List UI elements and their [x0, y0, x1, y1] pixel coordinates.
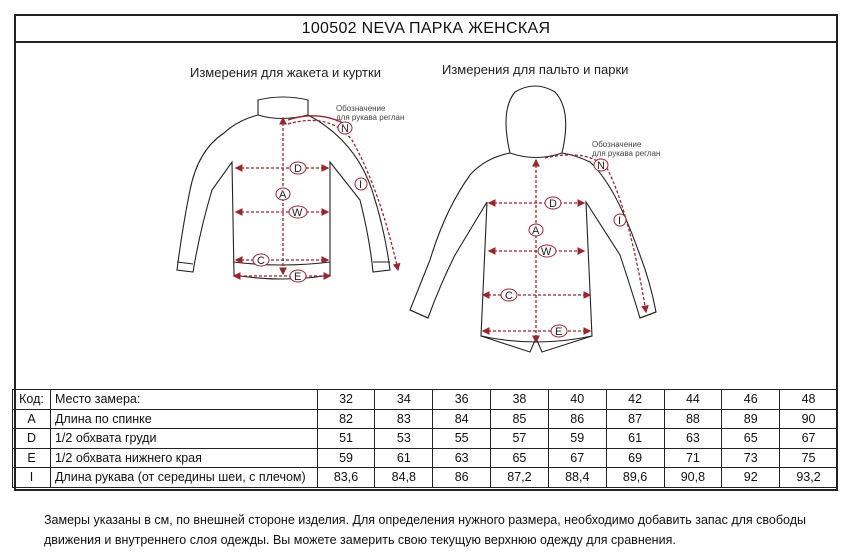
svg-text:D: D	[549, 198, 557, 210]
table-header-row	[13, 390, 838, 410]
cell: 90	[780, 409, 838, 429]
svg-text:D: D	[294, 163, 302, 175]
row-place: 1/2 обхвата нижнего края	[50, 448, 317, 468]
measurement-note: Замеры указаны в см, по внешней стороне изделия. Для определения нужного размера, необходимо добавить запас для свободы движения и внутреннего слоя одежды. Вы можете замерить свою текущую верхнюю одежду для сравнения.	[44, 513, 806, 547]
cell: 86	[548, 409, 606, 429]
cell: 53	[375, 429, 433, 449]
cell: 55	[433, 429, 491, 449]
cell: 82	[317, 409, 375, 429]
page-title: 100502 NEVA ПАРКА ЖЕНСКАЯ	[16, 16, 836, 43]
cell: 69	[606, 448, 664, 468]
cell: 85	[491, 409, 549, 429]
table-anchor	[14, 14, 838, 491]
cell: 59	[548, 429, 606, 449]
cell: 88	[664, 409, 722, 429]
cell: 83,6	[317, 468, 375, 488]
cell: 61	[375, 448, 433, 468]
size-42: 42	[606, 390, 664, 410]
cell: 83	[375, 409, 433, 429]
row-place: 1/2 обхвата груди	[50, 429, 317, 449]
parka-raglan-note-2: для рукава реглан	[592, 149, 661, 158]
row-code: A	[13, 409, 51, 429]
caption-parka: Измерения для пальто и парки	[442, 62, 629, 77]
cell: 89,6	[606, 468, 664, 488]
cell: 92	[722, 468, 780, 488]
cell: 61	[606, 429, 664, 449]
cell: 67	[548, 448, 606, 468]
row-code: D	[13, 429, 51, 449]
size-48: 48	[780, 390, 838, 410]
size-36: 36	[433, 390, 491, 410]
cell: 75	[780, 448, 838, 468]
svg-text:A: A	[532, 225, 540, 237]
row-code: E	[13, 448, 51, 468]
cell: 59	[317, 448, 375, 468]
row-place: Длина рукава (от середины шеи, с плечом)	[50, 468, 317, 488]
cell: 71	[664, 448, 722, 468]
caption-jacket: Измерения для жакета и куртки	[190, 65, 381, 80]
svg-text:I: I	[618, 215, 622, 227]
svg-text:C: C	[505, 290, 513, 302]
cell: 65	[491, 448, 549, 468]
cell: 87	[606, 409, 664, 429]
cell: 51	[317, 429, 375, 449]
svg-text:E: E	[294, 271, 302, 283]
size-40: 40	[548, 390, 606, 410]
size-32: 32	[317, 390, 375, 410]
svg-text:N: N	[341, 123, 349, 135]
cell: 86	[433, 468, 491, 488]
size-44: 44	[664, 390, 722, 410]
table-row	[13, 468, 838, 488]
cell: 87,2	[491, 468, 549, 488]
cell: 88,4	[548, 468, 606, 488]
size-34: 34	[375, 390, 433, 410]
row-place: Длина по спинке	[50, 409, 317, 429]
table-row	[13, 448, 838, 468]
table-row	[13, 429, 838, 449]
jacket-raglan-note-2: для рукава реглан	[336, 113, 405, 122]
svg-text:C: C	[257, 255, 265, 267]
parka-raglan-note-1: Обозначение	[592, 140, 642, 149]
cell: 84,8	[375, 468, 433, 488]
jacket-raglan-note-1: Обозначение	[336, 104, 386, 113]
cell: 89	[722, 409, 780, 429]
svg-text:W: W	[541, 246, 552, 258]
cell: 63	[433, 448, 491, 468]
size-46: 46	[722, 390, 780, 410]
cell: 73	[722, 448, 780, 468]
cell: 57	[491, 429, 549, 449]
cell: 84	[433, 409, 491, 429]
cell: 93,2	[780, 468, 838, 488]
svg-text:N: N	[597, 160, 605, 172]
cell: 67	[780, 429, 838, 449]
cell: 90,8	[664, 468, 722, 488]
place-header: Место замера:	[50, 390, 317, 410]
cell: 63	[664, 429, 722, 449]
row-code: I	[13, 468, 51, 488]
table-row	[13, 409, 838, 429]
size-table	[12, 389, 838, 488]
code-header: Код:	[13, 390, 51, 410]
svg-text:I: I	[359, 179, 363, 191]
svg-text:W: W	[292, 207, 303, 219]
svg-text:E: E	[555, 326, 563, 338]
svg-text:A: A	[279, 189, 287, 201]
cell: 65	[722, 429, 780, 449]
size-38: 38	[491, 390, 549, 410]
